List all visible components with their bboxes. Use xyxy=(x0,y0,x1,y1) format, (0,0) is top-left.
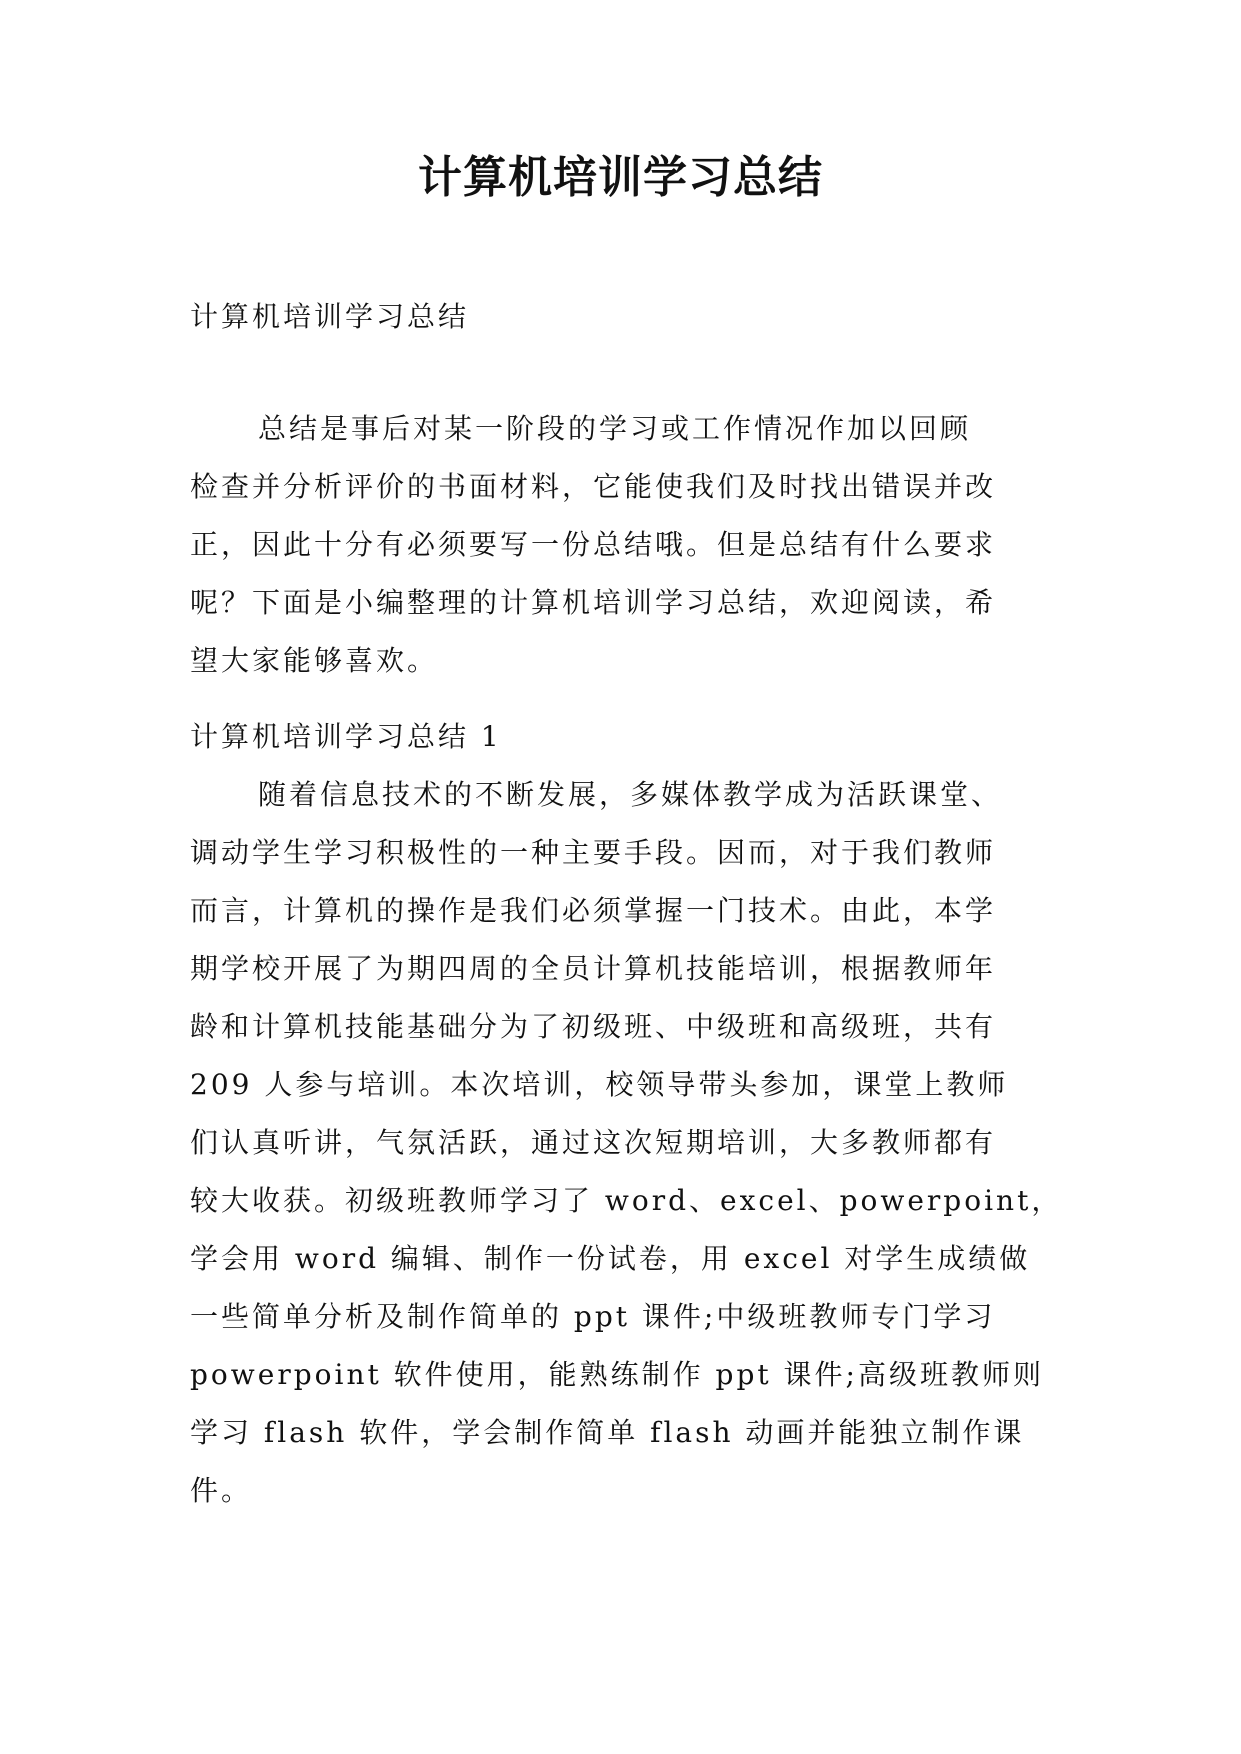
section-line: 一些简单分析及制作简单的 ppt 课件;中级班教师专门学习 xyxy=(190,1300,996,1333)
section-line: 学习 flash 软件，学会制作简单 flash 动画并能独立制作课 xyxy=(190,1416,1025,1449)
section-line: powerpoint 软件使用，能熟练制作 ppt 课件;高级班教师则 xyxy=(190,1358,1044,1391)
section-paragraph xyxy=(190,766,1063,1520)
intro-line: 检查并分析评价的书面材料，它能使我们及时找出错误并改 xyxy=(190,470,997,503)
document-title: 计算机培训学习总结 xyxy=(418,152,823,203)
section-line: 随着信息技术的不断发展，多媒体教学成为活跃课堂、 xyxy=(258,778,1003,811)
subtitle-text: 计算机培训学习总结 xyxy=(190,300,470,333)
intro-paragraph xyxy=(190,400,1050,690)
section-line: 调动学生学习积极性的一种主要手段。因而，对于我们教师 xyxy=(190,836,997,869)
section-line: 龄和计算机技能基础分为了初级班、中级班和高级班，共有 xyxy=(190,1010,997,1043)
section-line: 而言，计算机的操作是我们必须掌握一门技术。由此，本学 xyxy=(190,894,997,927)
intro-line: 呢？下面是小编整理的计算机培训学习总结，欢迎阅读，希 xyxy=(190,586,997,619)
intro-line: 总结是事后对某一阶段的学习或工作情况作加以回顾 xyxy=(258,412,972,445)
section-line: 件。 xyxy=(190,1474,253,1507)
section-heading-text: 计算机培训学习总结 1 xyxy=(190,720,502,753)
section-heading xyxy=(190,708,1050,766)
section-line: 期学校开展了为期四周的全员计算机技能培训，根据教师年 xyxy=(190,952,997,985)
intro-line: 正，因此十分有必须要写一份总结哦。但是总结有什么要求 xyxy=(190,528,997,561)
document-subtitle xyxy=(190,288,1050,346)
section-line: 们认真听讲，气氛活跃，通过这次短期培训，大多教师都有 xyxy=(190,1126,997,1159)
section-line: 学会用 word 编辑、制作一份试卷，用 excel 对学生成绩做 xyxy=(190,1242,1031,1275)
section-line: 209 人参与培训。本次培训，校领导带头参加，课堂上教师 xyxy=(190,1068,1009,1101)
section-line: 较大收获。初级班教师学习了 word、excel、powerpoint， xyxy=(190,1184,1063,1217)
intro-line: 望大家能够喜欢。 xyxy=(190,644,439,677)
